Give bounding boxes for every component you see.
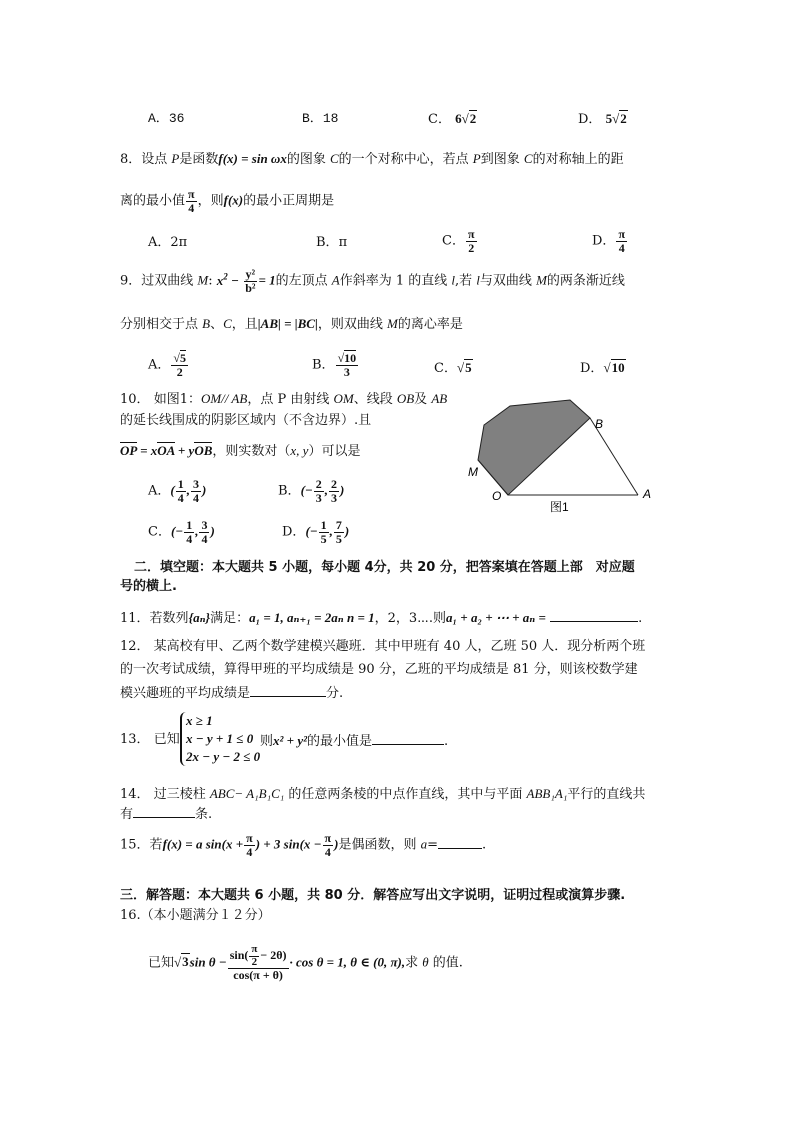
q7-option-d-value: 5√2 [605, 111, 627, 126]
q16-heading [120, 908, 271, 924]
q7-option-d-label: D． [578, 112, 602, 127]
q8-fx: f(x) [223, 192, 244, 208]
q8-point-p: P [171, 151, 180, 166]
q8-option-c: C． $\frac{\pi}{2}$ [442, 227, 475, 255]
q10-ab: AB [431, 391, 448, 406]
section2-heading-2 [120, 579, 177, 595]
q9-l: l [451, 272, 456, 288]
q10-ob: OB [396, 391, 415, 406]
q8-fraction: $\frac{\pi}{4}$ [188, 187, 195, 215]
q10-option-c: C．(− $\frac{1}{4}$ , $\frac{3}{4}$ ) [148, 518, 215, 546]
q7-option-b [302, 111, 338, 127]
q10-text: 的延长线围成的阴影区域内（不含边界）.且 [120, 413, 372, 428]
q16-sin: sin θ − [189, 954, 227, 970]
q15: 15．若f(x) = a sin(x + $\frac{\pi}{4}$ ) + 3 sin(x − $\frac{\pi}{4}$ )是偶函数，则 a= . [120, 831, 487, 859]
q14-text: 的任意两条棱的中点作直线，其中与平面 [284, 787, 527, 802]
q9-text: 作斜率为 1 的直线 [339, 273, 452, 289]
q16-text: 已知 [148, 955, 175, 971]
q15-function-close: ) [334, 836, 339, 852]
q8-text: 的最小正周期是 [243, 193, 335, 209]
section2-heading [134, 560, 635, 576]
q7-option-b-label: B． [302, 111, 323, 126]
q15-a: a [420, 836, 428, 852]
q14-prism: ABC− A₁B₁C₁ [209, 786, 285, 801]
section3-line1: 三．解答题：本大题共 6 小题，共 80 分．解答应写出文字说明，证明过程或演算步骤. [120, 888, 626, 903]
q9-text: ，且 [231, 317, 258, 332]
q13-tail [260, 732, 448, 750]
section2-line2: 号的横上. [120, 579, 177, 594]
q8-graph-c: C [329, 151, 339, 166]
q10-number: 10． [120, 392, 150, 407]
q13-end: . [444, 734, 449, 749]
q15-text: 若 [149, 837, 163, 853]
figure-1 [460, 390, 660, 520]
q8-option-b: B．π [316, 235, 348, 250]
q10-text: ，点 P 由射线 [247, 392, 334, 407]
q7-option-c-label: C． [428, 112, 451, 127]
q14-number: 14． [120, 787, 150, 802]
q16-big-fraction: sin( $\frac{\pi}{2}$ − 2θ) cos(π + θ) [229, 943, 287, 983]
q9-equation: $x^2$ − [216, 271, 239, 288]
q10-line1 [120, 391, 447, 408]
q14-text: 条. [195, 807, 213, 822]
q8-point-p: P [472, 151, 481, 166]
q13-label [120, 732, 180, 748]
q16-tail: · cos θ = 1, θ ∈ (0, π), [289, 954, 406, 970]
q16-statement [148, 944, 463, 982]
q9-text: 的左顶点 [275, 273, 332, 289]
q13-constraint-system [180, 712, 260, 766]
label-o: O [492, 489, 502, 503]
q9-text: ,若 [455, 273, 477, 289]
q9-colon: : [208, 273, 213, 289]
q11-text: ，2，3⋯.则 [374, 611, 447, 626]
q10-option-d: D．(− $\frac{1}{5}$ , $\frac{7}{5}$ ) [282, 518, 350, 546]
q9-text: ，则双曲线 [317, 317, 387, 332]
shaded-region [478, 400, 590, 495]
q13-expression: x² + y² [273, 733, 307, 748]
q9-b: B [202, 316, 211, 331]
q10-line2 [120, 413, 371, 429]
q16-sqrt3: √3 [174, 954, 189, 970]
q9-eq-fraction: $\frac{\text{y²}}{\text{b²}}$ [245, 267, 256, 295]
q8-text: 设点 [141, 152, 172, 167]
q9-m: M [536, 272, 547, 288]
q14-line1 [120, 786, 645, 803]
q9-a: A [331, 272, 340, 288]
q13-constraint-3: 2x − y − 2 ≤ 0 [186, 749, 261, 764]
q11-number: 11． [120, 611, 150, 626]
q9-eq-rhs: = 1 [258, 272, 276, 288]
q8-line1 [120, 151, 624, 168]
q11-text: 若数列 [149, 611, 189, 626]
q14-text: 平行的直线共 [567, 787, 646, 802]
q8-graph-c: C [523, 151, 533, 166]
q10-text: 及 [414, 392, 432, 407]
q8-line2 [120, 188, 334, 214]
q11-end: . [638, 611, 643, 626]
q10-om: OM [333, 391, 354, 406]
q12-line1: 12． 某高校有甲、乙两个数学建模兴趣班．其中甲班有 40 人，乙班 50 人．现分析两个班 [120, 639, 646, 654]
q10-vector-eq: OP = xOA + yOB [120, 443, 213, 458]
q15-end: . [482, 837, 487, 853]
q10-text: 如图1： [153, 392, 201, 407]
q13-answer-blank[interactable] [372, 732, 444, 745]
q9-line2: 分别相交于点 B、C，且|AB| = |BC|，则双曲线 M的离心率是 [120, 316, 463, 332]
q12-line2: 的一次考试成绩，算得甲班的平均成绩是 90 分，乙班的平均成绩是 81 分，则该校数学建 [120, 662, 638, 677]
q8-text: 是函数 [179, 152, 219, 167]
q13-text: 则 [260, 734, 274, 749]
section3-heading [120, 888, 625, 904]
q16-text: 求 [405, 955, 423, 971]
q8-function: f(x) = sin ωx [218, 151, 287, 166]
q14-plane: ABB₁A₁ [526, 786, 568, 801]
q14-text: 有 [120, 807, 134, 822]
q15-text: = [427, 837, 439, 853]
q8-option-d: D． $\frac{\pi}{4}$ [592, 227, 626, 255]
q14-line2 [120, 805, 212, 823]
q9-option-c: C．√5 [434, 360, 472, 376]
label-b: B [595, 417, 604, 431]
q11-condition: a₁ = 1, aₙ₊₁ = 2aₙ n = 1 [249, 610, 375, 625]
q15-function-a: f(x) = a sin(x + [162, 836, 244, 852]
q9-m: M [197, 272, 209, 288]
q7-option-a-label: A． [148, 111, 169, 126]
q7-option-c [428, 111, 477, 128]
q8-text: 离的最小值 [120, 193, 186, 209]
q10-option-a: A．( $\frac{1}{4}$ , $\frac{3}{4}$ ) [148, 477, 207, 505]
q11 [120, 609, 642, 627]
q7-option-a-text: 36 [168, 111, 185, 126]
q7-option-c-value: 6√2 [455, 111, 477, 126]
q8-text: 的图象 [286, 152, 330, 167]
q14-text: 过三棱柱 [153, 787, 210, 802]
q16-head: 16.（本小题满分１２分） [120, 908, 271, 923]
q9-option-d: D．√10 [580, 360, 625, 376]
q9-c: C [223, 316, 232, 331]
q16-text: 的值. [428, 955, 463, 971]
q9-l: l [476, 272, 480, 288]
q7-option-a [148, 111, 184, 127]
q9-option-a: A． $\frac{√5}{2}$ [148, 351, 186, 379]
q12-text: 模兴趣班的平均成绩是 [120, 686, 251, 701]
q10-parallel: OM// AB [200, 391, 248, 406]
q8-text: 到图象 [480, 152, 524, 167]
q8-option-a: A．2π [148, 235, 188, 250]
q13-constraint-1: x ≥ 1 [186, 713, 213, 728]
q10-text: 、线段 [353, 392, 397, 407]
q11-text: 满足： [210, 611, 250, 626]
q16-theta: θ [422, 954, 429, 970]
q13-number: 13． [120, 732, 150, 747]
q12-answer-blank[interactable] [250, 684, 326, 697]
q8-text: 的一个对称中心，若点 [338, 152, 473, 167]
q12-text: 分. [326, 686, 344, 701]
q10-option-b: B．(− $\frac{2}{3}$ , $\frac{2}{3}$ ) [278, 477, 345, 505]
q9-text: 分别相交于点 [120, 317, 203, 332]
q7-option-b-text: 18 [322, 111, 339, 126]
q9-number: 9． [120, 273, 142, 289]
q14-answer-blank[interactable] [133, 805, 195, 818]
q9-option-b: B． $\frac{√10}{3}$ [312, 351, 357, 379]
q7-option-d [578, 111, 628, 128]
q9-m: M [386, 316, 398, 331]
q9-text: 的两条渐近线 [546, 273, 625, 289]
q13-constraint-2: x − y + 1 ≤ 0 [186, 731, 254, 746]
q9-line1 [120, 268, 625, 294]
q15-answer-blank[interactable] [438, 836, 482, 849]
q9-text: 的离心率是 [397, 317, 463, 332]
q10-text: ，则实数对（ [212, 444, 291, 459]
label-m: M [468, 465, 478, 479]
q10-text: ）可以是 [308, 444, 361, 459]
q15-text: 是偶函数，则 [338, 837, 421, 853]
q11-answer-blank[interactable] [550, 609, 638, 622]
q11-sum: a₁ + a₂ + ⋯ + aₙ = [446, 610, 546, 625]
figure-caption: 图1 [550, 500, 569, 514]
q9-text: 与双曲线 [479, 273, 537, 289]
q11-sequence: {aₙ} [188, 610, 211, 625]
q13-text: 的最小值是 [307, 734, 373, 749]
q9-condition: |AB| = |BC| [257, 316, 318, 331]
q10-xy: x, y [290, 443, 309, 458]
q15-number: 15． [120, 837, 150, 853]
q15-function-b: ) + 3 sin(x − [255, 836, 322, 852]
q10-line3 [120, 443, 360, 460]
q8-number: 8． [120, 152, 142, 167]
section2-line1: 二．填空题：本大题共 5 小题，每小题 4分，共 20 分，把答案填在答题上部 对应题 [134, 560, 635, 575]
q9-text: 过双曲线 [141, 273, 198, 289]
q12-line3 [120, 684, 343, 702]
q8-text: ，则 [197, 193, 224, 209]
q13-text: 已知 [153, 732, 180, 747]
q8-text: 的对称轴上的距 [532, 152, 624, 167]
label-a: A [643, 487, 652, 501]
